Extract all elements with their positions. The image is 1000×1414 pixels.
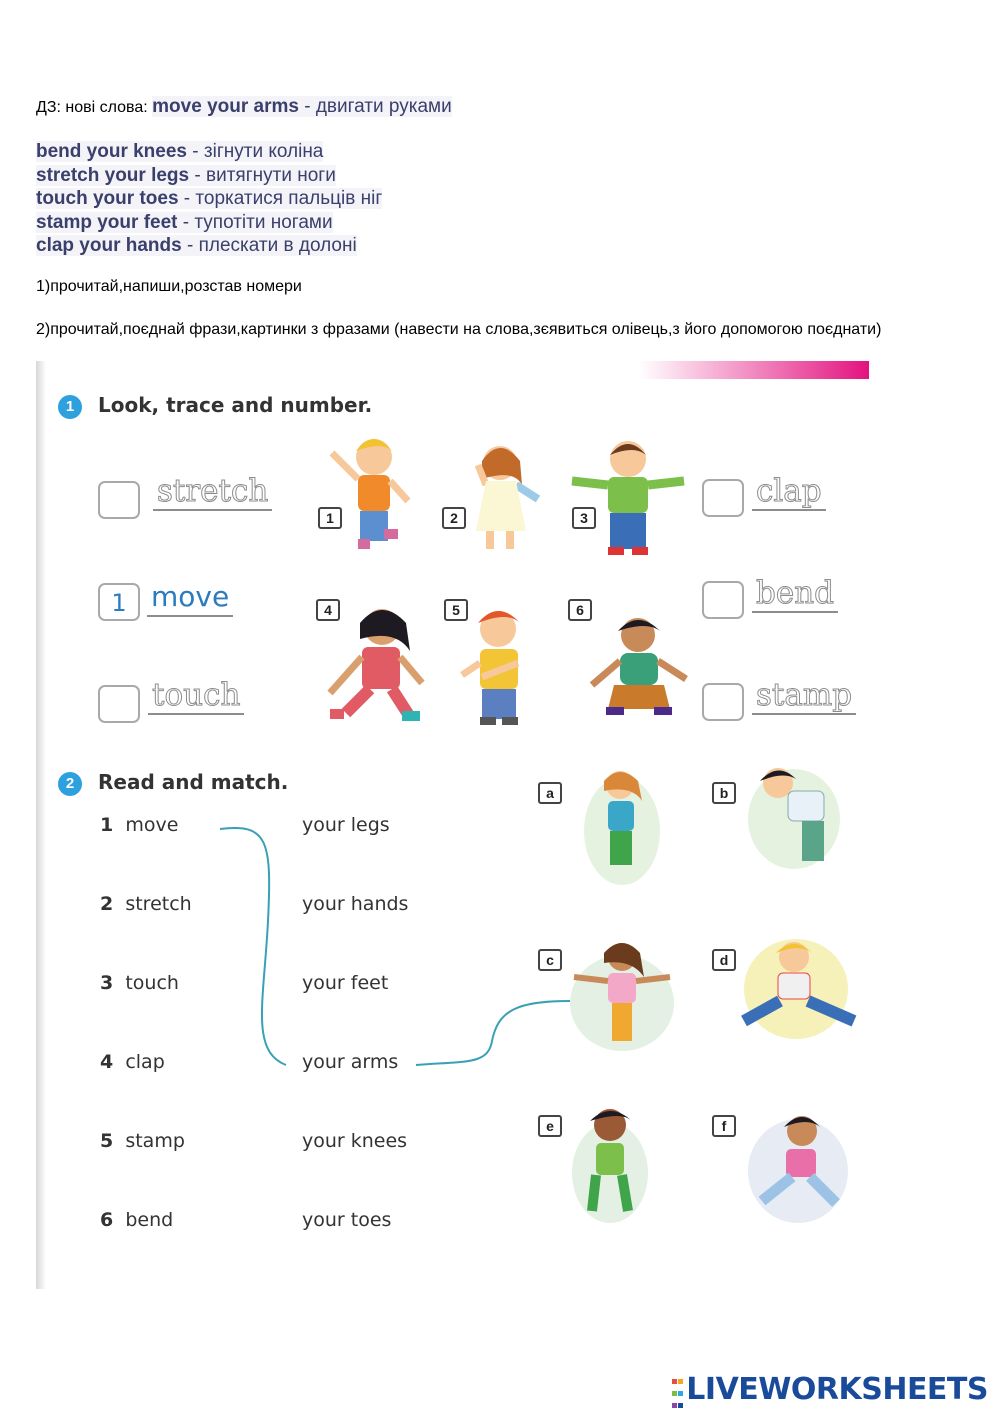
vocab-item: clap your hands - плескати в долоні bbox=[36, 235, 357, 256]
match-verb-6[interactable]: 6 bend bbox=[100, 1209, 174, 1231]
picture-tag-b: b bbox=[712, 782, 736, 804]
intro-phrase: move your arms bbox=[152, 96, 299, 117]
picture-tag-3: 3 bbox=[572, 507, 596, 529]
logo-mark-icon bbox=[672, 1373, 686, 1409]
exercise-2-badge: 2 bbox=[58, 772, 82, 796]
picture-tag-d: d bbox=[712, 949, 736, 971]
picture-tag-e: e bbox=[538, 1115, 562, 1137]
instruction-2: 2)прочитай,поєднай фрази,картинки з фразами (навести на слова,зєявиться олівець,з його допомогою поєднати) bbox=[36, 321, 882, 338]
picture-tag-a: a bbox=[538, 782, 562, 804]
vocab-item: stretch your legs - витягнути ноги bbox=[36, 164, 336, 186]
child-illustration-b bbox=[742, 753, 842, 873]
match-verb-5[interactable]: 5 stamp bbox=[100, 1130, 185, 1152]
worksheet-page bbox=[36, 361, 869, 1289]
match-verb-4[interactable]: 4 clap bbox=[100, 1051, 165, 1073]
intro-prefix: ДЗ: нові слова: bbox=[36, 99, 153, 116]
picture-tag-4: 4 bbox=[316, 599, 340, 621]
match-object-6[interactable]: your toes bbox=[302, 1209, 392, 1231]
child-illustration-e bbox=[570, 1101, 650, 1225]
match-verb-2[interactable]: 2 stretch bbox=[100, 893, 192, 915]
picture-tag-1: 1 bbox=[318, 507, 342, 529]
child-illustration-a bbox=[582, 761, 662, 885]
vocab-item: stamp your feet - тупотіти ногами bbox=[36, 211, 333, 233]
child-illustration-f bbox=[742, 1105, 852, 1225]
exercise-2-title: Read and match. bbox=[98, 770, 289, 794]
trace-word-stamp: stamp bbox=[752, 677, 856, 715]
picture-tag-2: 2 bbox=[442, 507, 466, 529]
vocab-item: touch your toes - торкатися пальців ніг bbox=[36, 188, 383, 209]
child-illustration-d bbox=[740, 935, 860, 1045]
trace-word-touch: touch bbox=[148, 677, 244, 715]
intro-translation: - двигати руками bbox=[298, 96, 452, 117]
match-object-2[interactable]: your hands bbox=[302, 893, 409, 915]
match-object-4[interactable]: your arms bbox=[302, 1051, 399, 1073]
vocab-item: bend your knees - зігнути коліна bbox=[36, 141, 324, 162]
exercise-1-badge: 1 bbox=[58, 395, 82, 419]
trace-word-clap: clap bbox=[752, 473, 826, 511]
match-object-3[interactable]: your feet bbox=[302, 972, 389, 994]
trace-word-stretch: stretch bbox=[153, 473, 272, 511]
match-verb-1[interactable]: 1 move bbox=[100, 814, 179, 836]
match-object-1[interactable]: your legs bbox=[302, 814, 390, 836]
picture-tag-6: 6 bbox=[568, 599, 592, 621]
picture-tag-c: c bbox=[538, 949, 562, 971]
homework-intro bbox=[36, 96, 452, 118]
logo-text: LIVEWORKSHEETS bbox=[686, 1372, 988, 1407]
answer-box-value: 1 bbox=[111, 589, 127, 617]
picture-tag-f: f bbox=[712, 1115, 736, 1137]
trace-word-bend: bend bbox=[752, 575, 838, 613]
picture-tag-5: 5 bbox=[444, 599, 468, 621]
liveworksheets-logo bbox=[672, 1372, 988, 1409]
child-illustration-c bbox=[566, 933, 676, 1053]
exercise-1-title: Look, trace and number. bbox=[98, 393, 373, 417]
match-object-5[interactable]: your knees bbox=[302, 1130, 408, 1152]
vocab-list bbox=[36, 140, 382, 258]
instruction-1: 1)прочитай,напиши,розстав номери bbox=[36, 278, 302, 295]
match-verb-3[interactable]: 3 touch bbox=[100, 972, 179, 994]
trace-word-move: move bbox=[147, 579, 233, 617]
